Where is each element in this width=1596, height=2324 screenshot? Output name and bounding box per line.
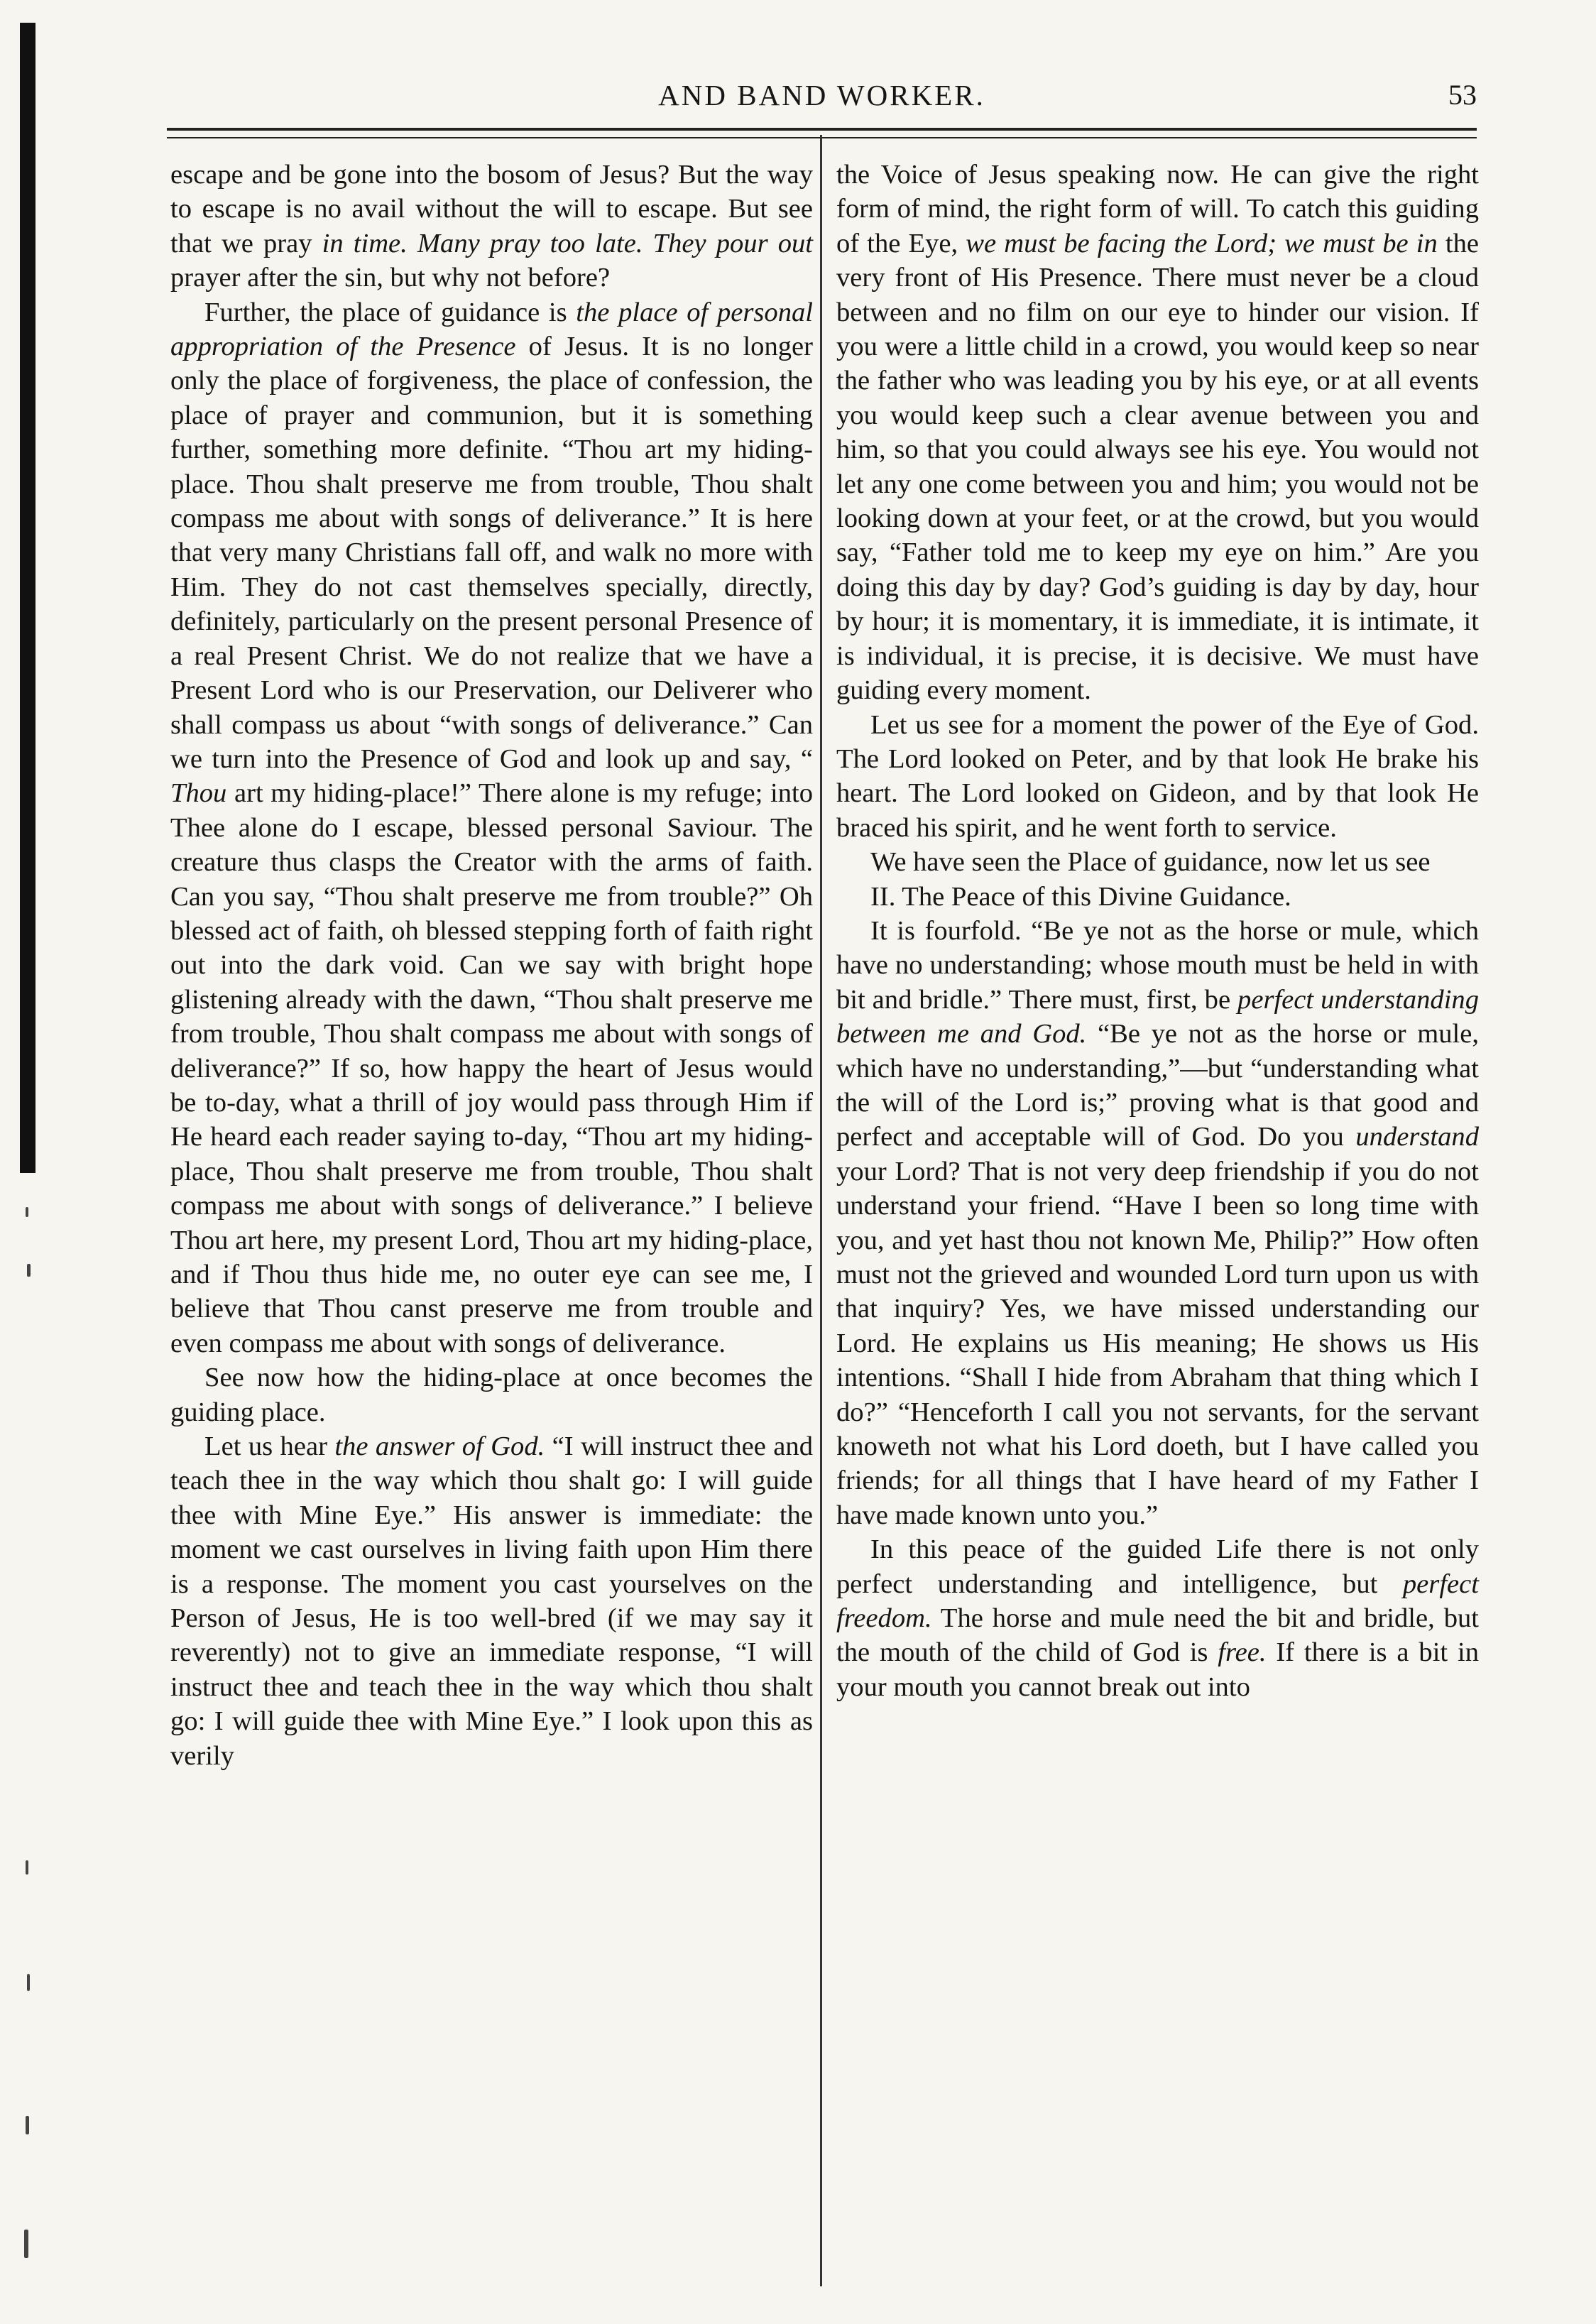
paragraph [836, 1532, 1479, 1704]
italic-text: we must be facing the Lord; [966, 228, 1277, 258]
margin-speck [26, 1207, 28, 1217]
margin-speck [26, 2116, 29, 2134]
text-run: We have seen the Place of guidance, now let us see [870, 847, 1431, 878]
text-run [1277, 229, 1284, 258]
margin-speck [27, 1264, 31, 1277]
italic-text: They pour out [652, 228, 813, 258]
text-run: If there is a bit in your mouth you cannot break out into [836, 1637, 1479, 1702]
italic-text: in time. [322, 228, 408, 258]
text-run [643, 229, 653, 258]
text-run: Let us see for a moment the power of the Eye of God. The Lord looked on Peter, and by that look He brake his heart. The Lord looked on Gideon, and by that look He braced his spirit, and he went forth to service. [836, 709, 1479, 843]
italic-text: the answer of God. [334, 1431, 545, 1462]
text-run: Further, the place of guidance is [204, 297, 576, 327]
text-run: prayer after the sin, but why not before? [170, 263, 611, 293]
italic-text: the place of personal appropriation of the Presence [170, 297, 814, 362]
margin-speck [26, 1860, 28, 1875]
right-column [836, 158, 1479, 1704]
italic-text: Many pray too late. [417, 228, 643, 258]
text-run [408, 229, 417, 258]
text-run: escape and be gone into the bosom of Jesus? But the way to escape is no avail without the will to escape. But see that we pray [170, 160, 813, 258]
text-run: It is fourfold. “Be ye not as the horse or mule, which have no understanding; whose mouth must be held in with bit and bridle.” There must, first, be [836, 915, 1479, 1015]
text-run: the very front of His Presence. There must never be a cloud between and no film on our eye to hinder our vision. If you were a little child in a crowd, you would keep so near the father who was leading you by his eye, or at all events you would keep such a clear avenue between you and him, so that you could always see his eye. You would not let any one come between you and him; you would not be looking down at your feet, or at the crowd, but you would say, “Father told me to keep my eye on him.” Are you doing this day by day? God’s guiding is day by day, hour by hour; it is momentary, it is immediate, it is intimate, it is individual, it is precise, it is decisive. We must have guiding every moment. [836, 228, 1479, 706]
page-header [167, 78, 1477, 128]
paragraph [836, 708, 1479, 846]
text-run: “Be ye not as the horse or mule, which have no understanding,”—but “understanding what the will of the Lord is;” proving what is that good and perfect and acceptable will of God. Do you [836, 1019, 1480, 1152]
text-run: of Jesus. It is no longer only the place of forgiveness, the place of confession, the place of prayer and communion, but it is something further, something more definite. “Thou art my hiding-place. Thou shalt preserve me from trouble, Thou shalt compass me about with songs of deliverance.” It is here that very many Christians fall off, and walk no more with Him. They do not cast themselves specially, directly, definitely, particularly on the present personal Presence of a real Present Christ. We do not realize that we have a Present Lord who is our Preservation, our Deliverer who shall compass us about “with songs of deliverance.” Can we turn into the Presence of God and look up and say, “ [170, 332, 814, 774]
paragraph [170, 1360, 813, 1429]
column-divider [820, 135, 822, 2286]
left-column [170, 158, 813, 1773]
page-number: 53 [1448, 79, 1477, 111]
paragraph [170, 295, 813, 1361]
text-run: the Voice of Jesus speaking now. He can give the right form of mind, the right form of will. To catch this guiding of the Eye, [836, 160, 1479, 258]
italic-text: we must be in [1284, 228, 1438, 258]
paragraph [836, 158, 1479, 708]
paragraph [836, 914, 1479, 1532]
italic-text: perfect freedom. [836, 1569, 1479, 1634]
paragraph [170, 158, 813, 295]
text-run: The horse and mule need the bit and bridle, but the mouth of the child of God is [836, 1603, 1479, 1668]
text-run: In this peace of the guided Life there is not only perfect understanding and intelligence, but [836, 1534, 1479, 1599]
text-run: your Lord? That is not very deep friendship if you do not understand your friend. “Have I been so long time with you, and yet hast thou not known Me, Philip?” How often must not the grieved and wounded Lord turn upon us with that inquiry? Yes, we have missed understanding our Lord. He explains us His meaning; He shows us His intentions. “Shall I hide from Abraham that thing which I do?” “Henceforth I call you not servants, for the servant knoweth not what his Lord doeth, but I have called you friends; for all things that I have heard of my Father I have made known unto you.” [836, 1156, 1479, 1530]
binding-edge-shadow [20, 23, 35, 1173]
italic-text: perfect understanding between me and God. [836, 984, 1479, 1049]
paragraph [170, 1429, 813, 1773]
italic-text: understand [1355, 1122, 1479, 1152]
text-run: “I will instruct thee and teach thee in the way which thou shalt go: I will guide thee with Mine Eye.” His answer is immediate: the moment we cast ourselves in living faith upon Him there is a response. The moment you cast yourselves on the Person of Jesus, He is too well-bred (if we may say it reverently) not to give an immediate response, “I will instruct thee and teach thee in the way which thou shalt go: I will guide thee with Mine Eye.” I look upon this as verily [170, 1431, 813, 1771]
margin-speck [24, 2230, 28, 2258]
paragraph [836, 880, 1479, 914]
header-rule-thick [167, 128, 1477, 131]
paragraph [836, 845, 1479, 879]
text-run: See now how the hiding-place at once becomes the guiding place. [170, 1363, 813, 1427]
italic-text: free. [1218, 1637, 1267, 1668]
text-run: II. The Peace of this Divine Guidance. [870, 881, 1291, 912]
text-run: art my hiding-place!” There alone is my refuge; into Thee alone do I escape, blessed personal Saviour. The creature thus clasps the Creator with the arms of faith. Can you say, “Thou shalt preserve me from trouble?” Oh blessed act of faith, oh blessed stepping forth of faith right out into the dark void. Can we say with bright hope glistening already with the dawn, “Thou shalt preserve me from trouble, Thou shalt compass me about with songs of deliverance?” If so, how happy the heart of Jesus would be to-day, what a thrill of joy would pass through Him if He heard each reader saying to-day, “Thou art my hiding-place, Thou shalt preserve me from trouble, Thou shalt compass me about with songs of deliverance.” I believe Thou art here, my present Lord, Thou art my hiding-place, and if Thou thus hide me, no outer eye can see me, I believe that Thou canst preserve me from trouble and even compass me about with songs of deliverance. [170, 778, 813, 1358]
running-title: AND BAND WORKER. [658, 79, 985, 111]
italic-text: Thou [170, 778, 227, 809]
margin-speck [27, 1974, 30, 1991]
text-run: Let us hear [204, 1431, 335, 1462]
